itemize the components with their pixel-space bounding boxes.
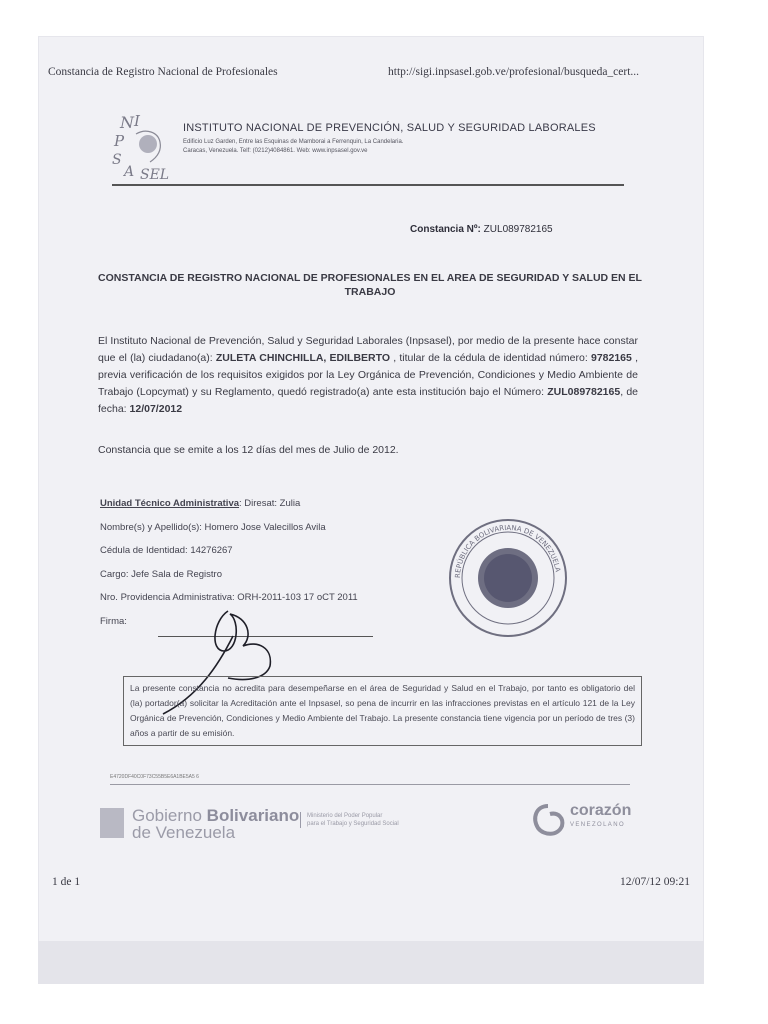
header-rule (112, 184, 624, 186)
svg-text:S: S (112, 152, 122, 168)
unit-block: Unidad Técnico Administrativa: Diresat: Zulia Nombre(s) y Apellido(s): Homero Jose Valecillos Avila Cédula de Identidad: 14276267 Cargo: Jefe Sala de Registro Nro. Providencia Administrativa: ORH-2011-103 17 oCT 2011 Firma: (100, 492, 358, 633)
institute-name: INSTITUTO NACIONAL DE PREVENCIÓN, SALUD Y SEGURIDAD LABORALES (183, 122, 596, 134)
page-count: 1 de 1 (52, 876, 81, 888)
document-title: CONSTANCIA DE REGISTRO NACIONAL DE PROFESIONALES EN EL AREA DE SEGURIDAD Y SALUD EN EL TRABAJO (98, 272, 642, 298)
providencia: Nro. Providencia Administrativa: ORH-2011-103 17 oCT 2011 (100, 592, 358, 603)
heart-swirl-icon (528, 800, 568, 840)
svg-text:N: N (120, 113, 134, 132)
citizen-name: ZULETA CHINCHILLA, EDILBERTO (215, 352, 391, 364)
emission-line: Constancia que se emite a los 12 días del mes de Julio de 2012. (98, 444, 399, 456)
id-number: 9782165 (590, 352, 632, 364)
firma-label: Firma: (100, 615, 127, 627)
svg-text:REPÚBLICA BOLIVARIANA DE VENEZ: REPÚBLICA BOLIVARIANA DE VENEZUELA (453, 523, 562, 579)
scanned-document (38, 36, 704, 984)
official-seal (446, 516, 571, 641)
svg-text:I: I (134, 112, 140, 130)
institute-contact: Caracas, Venezuela. Telf: (0212)4084861. Web: www.inpsasel.gov.ve (183, 147, 368, 154)
gobierno-bolivariano-logo: Gobierno Bolivariano de Venezuela (100, 806, 300, 846)
notice-box: La presente constancia no acredita para desempeñarse en el área de Seguridad y Salud en el Trabajo, por tanto es obligatorio del (la) portador(a) solicitar la Acreditación ante el Inpsasel, so pena de incurrir en las infracciones previstas en el artículo 121 de la Ley Orgánica de Prevención, Condiciones y Medio Ambiente del Trabajo. La presente constancia tiene vigencia por un período de tres (3) años a partir de su emisión. (123, 676, 642, 746)
registration-number: ZUL089782165 (547, 386, 621, 398)
registration-date: 12/07/2012 (129, 403, 183, 415)
print-header-title: Constancia de Registro Nacional de Profesionales (48, 66, 278, 78)
unit-label: Unidad Técnico Administrativa (100, 498, 240, 509)
constancia-number: Constancia Nº: ZUL089782165 (410, 224, 553, 235)
verification-code: E4720DF40C0F73C55B5E6A1BE5A5 6 (110, 774, 199, 780)
inpsasel-logo (106, 106, 178, 181)
print-header-url: http://sigi.inpsasel.gob.ve/profesional/busqueda_cert... (388, 66, 640, 78)
officer-id: Cédula de Identidad: 14276267 (100, 545, 233, 556)
government-emblem-icon (100, 808, 124, 838)
institute-address: Edificio Luz Garden, Entre las Esquinas de Mamborai a Ferrenquin, La Candelaria. (183, 139, 404, 145)
corazon-venezolano-logo: corazón VENEZOLANO (528, 796, 648, 846)
officer-name: Nombre(s) y Apellido(s): Homero Jose Valecillos Avila (100, 521, 326, 533)
svg-text:SEL: SEL (140, 167, 170, 181)
print-datetime: 12/07/12 09:21 (620, 876, 690, 888)
officer-cargo: Cargo: Jefe Sala de Registro (100, 568, 222, 580)
svg-text:A: A (124, 164, 135, 180)
ministry-label: Ministerio del Poder Popular para el Trabajo y Seguridad Social (300, 812, 457, 828)
body-paragraph: El Instituto Nacional de Prevención, Salud y Seguridad Laborales (Inpsasel), por medio de la presente hace constar que el (la) ciudadano(a): ZULETA CHINCHILLA, EDILBERTO , titular de la cédula de identidad número: 9782165 , previa verificación de los requisitos exigidos por la Ley Orgánica de Prevención, Condiciones y Medio Ambiente de Trabajo (Lopcymat) y su Reglamento, quedó registrado(a) ante esta institución bajo el Número: ZUL089782165, de fecha: 12/07/2012 (98, 335, 639, 415)
footer-rule (110, 784, 630, 785)
scan-shadow (38, 941, 704, 984)
svg-text:P: P (114, 132, 125, 150)
institute-header (183, 122, 633, 155)
